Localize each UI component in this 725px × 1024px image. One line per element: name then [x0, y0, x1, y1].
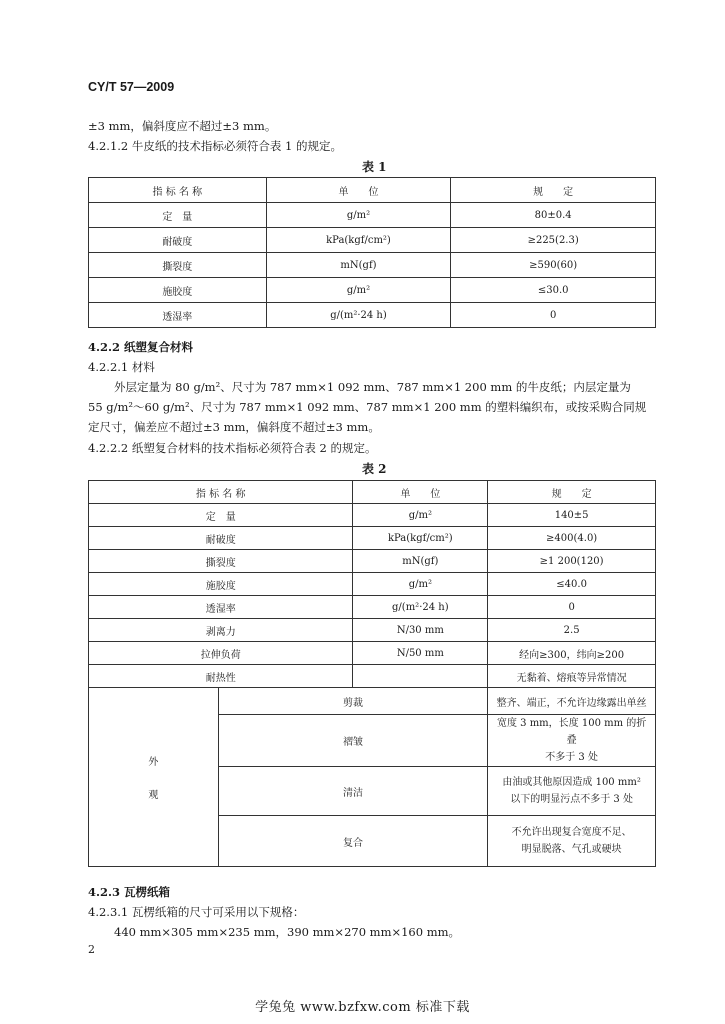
table-row	[89, 573, 656, 596]
table-cell: mN(gf)	[266, 253, 451, 278]
table-cell: 140±5	[488, 504, 656, 527]
table-cell: 耐破度	[89, 527, 353, 550]
table-cell: 经向≥300，纬向≥200	[488, 642, 656, 665]
paragraph-line: 定尺寸，偏差应不超过±3 mm，偏斜度不超过±3 mm。	[88, 420, 380, 434]
table-cell: 宽度 3 mm，长度 100 mm 的折叠 不多于 3 处	[488, 715, 656, 767]
table-cell: 拉伸负荷	[89, 642, 353, 665]
footer-watermark: 学兔兔 www.bzfxw.com 标准下载	[255, 1000, 470, 1015]
table-cell: mN(gf)	[353, 550, 488, 573]
table-cell: 定 量	[89, 203, 267, 228]
table-cell: 复合	[218, 816, 488, 867]
table-1	[88, 177, 656, 328]
table-cell: 2.5	[488, 619, 656, 642]
section-4-2-2-heading: 4.2.2 纸塑复合材料	[88, 340, 194, 354]
clause-4-2-2-1: 4.2.2.1 材料	[88, 360, 155, 374]
table-cell: 0	[488, 596, 656, 619]
table-row	[89, 550, 656, 573]
table-cell: N/30 mm	[353, 619, 488, 642]
table-cell: 施胶度	[89, 278, 267, 303]
table-cell: 剥离力	[89, 619, 353, 642]
table2-caption: 表 2	[362, 462, 387, 476]
table-cell: 撕裂度	[89, 550, 353, 573]
table-cell: g/(m²·24 h)	[353, 596, 488, 619]
table-cell: 耐热性	[89, 665, 353, 688]
table-cell: g/m²	[353, 504, 488, 527]
table-cell: g/m²	[266, 203, 451, 228]
table-cell: kPa(kgf/cm²)	[353, 527, 488, 550]
table-cell: ≥400(4.0)	[488, 527, 656, 550]
table-cell: ≥225(2.3)	[451, 228, 656, 253]
header-cell: 单 位	[266, 178, 451, 203]
header-cell: 指 标 名 称	[89, 178, 267, 203]
appearance-label-cell	[89, 688, 219, 867]
table-cell: 由油或其他原因造成 100 mm² 以下的明显污点不多于 3 处	[488, 767, 656, 816]
table-cell: N/50 mm	[353, 642, 488, 665]
table-cell: g/m²	[266, 278, 451, 303]
table-cell: ≤40.0	[488, 573, 656, 596]
table-header-row	[89, 178, 656, 203]
table-row	[89, 228, 656, 253]
appearance-label-char: 观	[148, 790, 159, 801]
standard-number: CY/T 57—2009	[88, 80, 175, 94]
text-line: ±3 mm，偏斜度应不超过±3 mm。	[88, 119, 277, 133]
table1-caption: 表 1	[362, 160, 387, 174]
table-row	[89, 642, 656, 665]
table-cell: kPa(kgf/cm²)	[266, 228, 451, 253]
table-row	[89, 504, 656, 527]
size-spec-line: 440 mm×305 mm×235 mm，390 mm×270 mm×160 mm。	[114, 925, 461, 939]
page-number: 2	[88, 943, 95, 956]
table-cell: 80±0.4	[451, 203, 656, 228]
header-cell: 规 定	[488, 481, 656, 504]
section-4-2-3-heading: 4.2.3 瓦楞纸箱	[88, 885, 171, 899]
table-cell: 0	[451, 303, 656, 328]
table-cell	[353, 665, 488, 688]
table-cell: 施胶度	[89, 573, 353, 596]
table-row	[89, 527, 656, 550]
clause-4-2-2-2: 4.2.2.2 纸塑复合材料的技术指标必须符合表 2 的规定。	[88, 441, 377, 455]
paragraph-line: 55 g/m²～60 g/m²、尺寸为 787 mm×1 092 mm、787 mm×1 200 mm 的塑料编织布，或按采购合同规	[88, 400, 647, 414]
clause-4-2-3-1: 4.2.3.1 瓦楞纸箱的尺寸可采用以下规格：	[88, 905, 305, 919]
table-cell: 整齐、端正，不允许边缘露出单丝	[488, 688, 656, 715]
header-cell: 单 位	[353, 481, 488, 504]
table-header-row	[89, 481, 656, 504]
table-cell: g/(m²·24 h)	[266, 303, 451, 328]
table-row	[89, 688, 656, 715]
table-cell: ≥1 200(120)	[488, 550, 656, 573]
table-row	[89, 596, 656, 619]
table-cell: g/m²	[353, 573, 488, 596]
paragraph-line: 外层定量为 80 g/m²、尺寸为 787 mm×1 092 mm、787 mm×1 200 mm 的牛皮纸；内层定量为	[114, 380, 631, 394]
table-cell: 定 量	[89, 504, 353, 527]
table-2	[88, 480, 656, 867]
table-cell: 撕裂度	[89, 253, 267, 278]
table-cell: 褶皱	[218, 715, 488, 767]
clause-4-2-1-2: 4.2.1.2 牛皮纸的技术指标必须符合表 1 的规定。	[88, 139, 343, 153]
header-cell: 指 标 名 称	[89, 481, 353, 504]
table-row	[89, 253, 656, 278]
appearance-label-char: 外	[148, 757, 159, 768]
table-cell: 透湿率	[89, 596, 353, 619]
table-cell: 透湿率	[89, 303, 267, 328]
table-row	[89, 619, 656, 642]
table-cell: 无黏着、熔痕等异常情况	[488, 665, 656, 688]
table-cell: 不允许出现复合宽度不足、 明显脱落、气孔或硬块	[488, 816, 656, 867]
table-cell: ≥590(60)	[451, 253, 656, 278]
table-row	[89, 278, 656, 303]
table-cell: 耐破度	[89, 228, 267, 253]
table-row	[89, 203, 656, 228]
table-cell: 清洁	[218, 767, 488, 816]
table-cell: 剪裁	[218, 688, 488, 715]
table-row	[89, 665, 656, 688]
table-cell: ≤30.0	[451, 278, 656, 303]
table-row	[89, 303, 656, 328]
header-cell: 规 定	[451, 178, 656, 203]
